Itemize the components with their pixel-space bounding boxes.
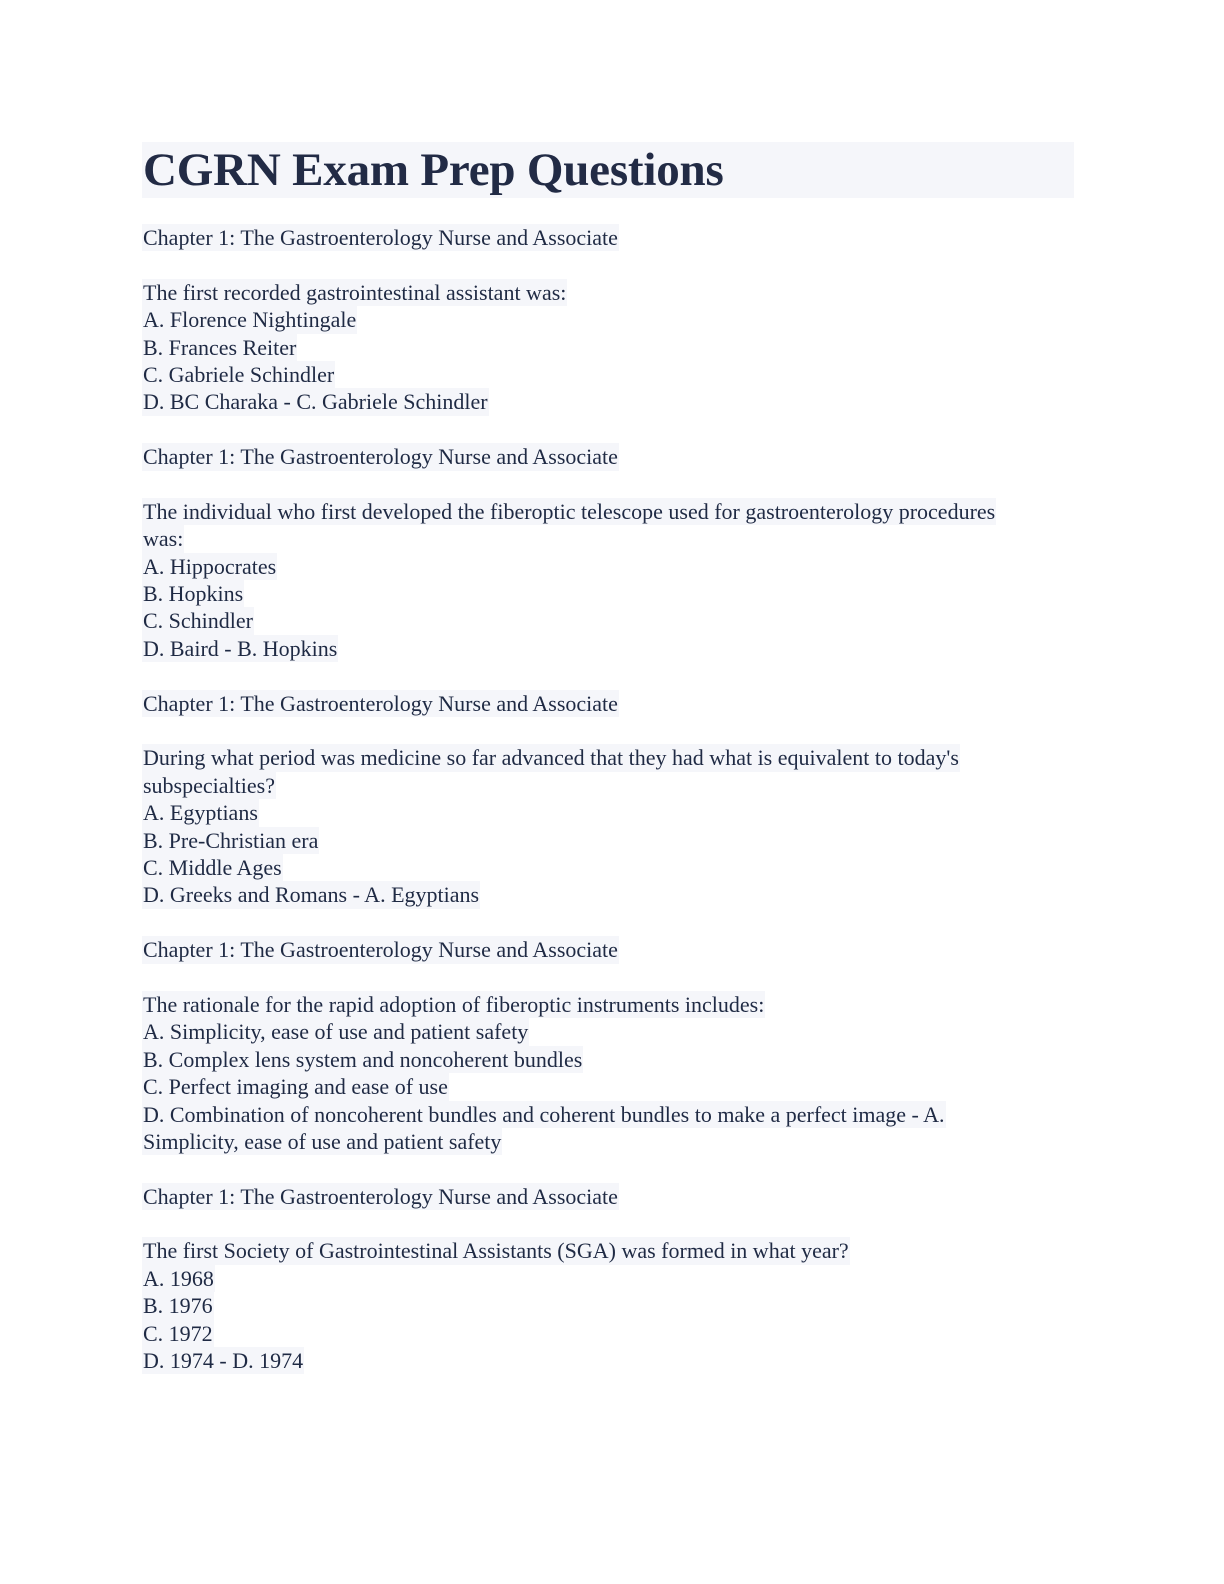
answer-option-with-key: D. Baird - B. Hopkins bbox=[143, 635, 338, 661]
question-block bbox=[142, 443, 1074, 690]
chapter-heading: Chapter 1: The Gastroenterology Nurse and Associate bbox=[143, 1183, 618, 1209]
answer-option: B. Hopkins bbox=[143, 581, 244, 607]
question-block bbox=[142, 690, 1074, 937]
answer-option: A. Florence Nightingale bbox=[143, 307, 357, 333]
answer-option: C. Perfect imaging and ease of use bbox=[143, 1074, 448, 1100]
question-list bbox=[142, 224, 1074, 1374]
answer-option: A. Hippocrates bbox=[143, 553, 277, 579]
chapter-heading: Chapter 1: The Gastroenterology Nurse and Associate bbox=[143, 690, 618, 716]
question-block bbox=[142, 936, 1074, 1183]
question-text: The first Society of Gastrointestinal Assistants (SGA) was formed in what year? bbox=[143, 1238, 849, 1264]
answer-option-with-key: D. Combination of noncoherent bundles and coherent bundles to make a perfect image - A. bbox=[143, 1101, 945, 1127]
question-block bbox=[142, 224, 1074, 443]
answer-option-with-key: D. Greeks and Romans - A. Egyptians bbox=[143, 882, 480, 908]
answer-option: B. Frances Reiter bbox=[143, 334, 297, 360]
answer-option: A. Egyptians bbox=[143, 800, 258, 826]
question-block bbox=[142, 1183, 1074, 1375]
answer-option: C. Schindler bbox=[143, 608, 253, 634]
title-bar bbox=[142, 142, 1074, 198]
chapter-heading: Chapter 1: The Gastroenterology Nurse and Associate bbox=[143, 937, 618, 963]
answer-option: A. 1968 bbox=[143, 1265, 214, 1291]
answer-option-with-key: D. 1974 - D. 1974 bbox=[143, 1348, 304, 1374]
document-page bbox=[142, 142, 1074, 1374]
question-text: was: bbox=[143, 526, 184, 552]
question-text: subspecialties? bbox=[143, 772, 275, 798]
answer-option: C. 1972 bbox=[143, 1320, 213, 1346]
chapter-heading: Chapter 1: The Gastroenterology Nurse and Associate bbox=[143, 444, 618, 470]
chapter-heading: Chapter 1: The Gastroenterology Nurse and Associate bbox=[143, 225, 618, 250]
question-text: During what period was medicine so far advanced that they had what is equivalent to today's bbox=[143, 745, 959, 771]
question-text: The first recorded gastrointestinal assistant was: bbox=[143, 279, 567, 305]
question-text: The rationale for the rapid adoption of fiberoptic instruments includes: bbox=[143, 991, 765, 1017]
answer-option: C. Gabriele Schindler bbox=[143, 361, 335, 387]
answer-option: B. 1976 bbox=[143, 1293, 213, 1319]
question-text: The individual who first developed the fiberoptic telescope used for gastroenterology procedures bbox=[143, 498, 996, 524]
page-title: CGRN Exam Prep Questions bbox=[143, 144, 724, 196]
answer-option: C. Middle Ages bbox=[143, 854, 282, 880]
answer-key-continued: Simplicity, ease of use and patient safety bbox=[143, 1128, 502, 1154]
answer-option: B. Pre-Christian era bbox=[143, 827, 319, 853]
answer-option-with-key: D. BC Charaka - C. Gabriele Schindler bbox=[143, 389, 488, 415]
answer-option: B. Complex lens system and noncoherent bundles bbox=[143, 1046, 583, 1072]
answer-option: A. Simplicity, ease of use and patient safety bbox=[143, 1019, 529, 1045]
